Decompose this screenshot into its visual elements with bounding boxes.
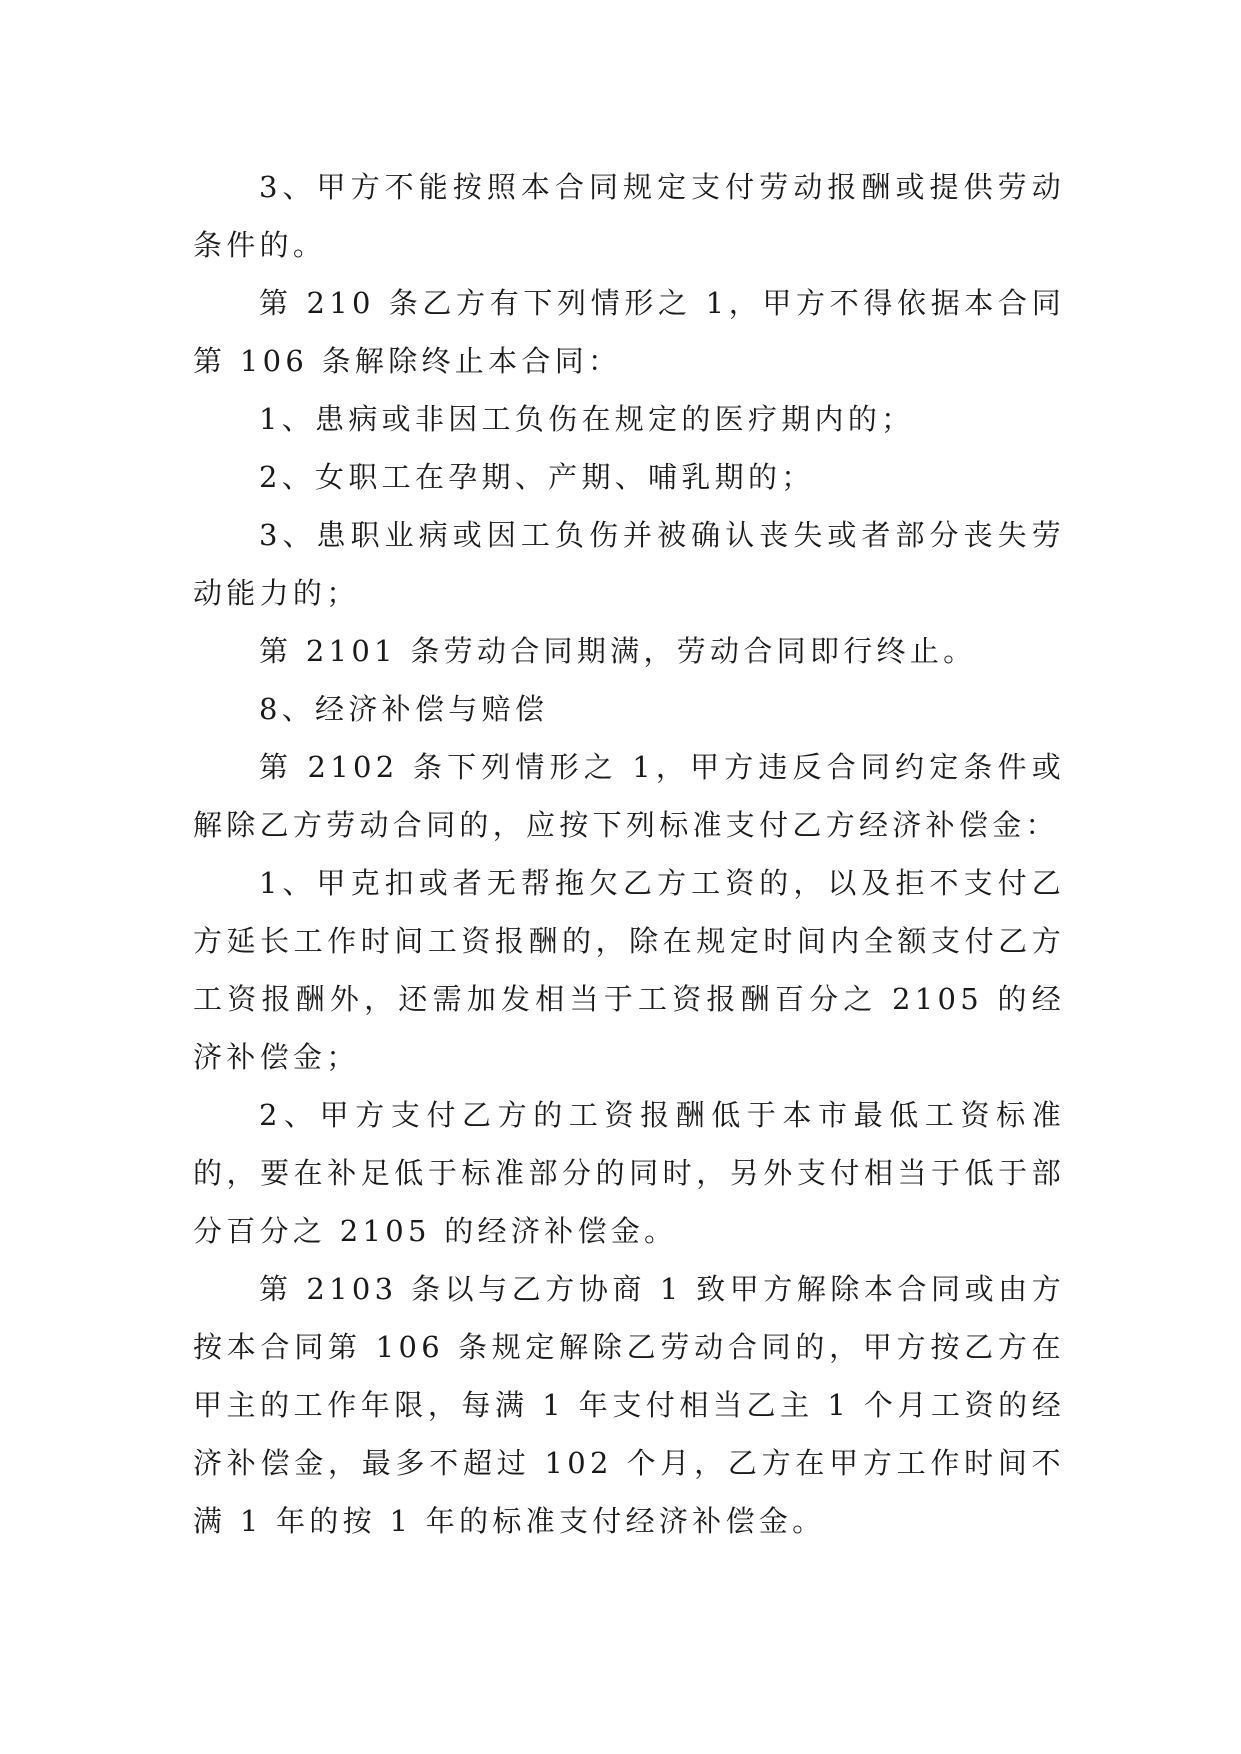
paragraph-article-2102: 第 2102 条下列情形之 1，甲方违反合同约定条件或解除乙方劳动合同的，应按下列标准支付乙方经济补偿金： [193, 750, 1065, 842]
section-heading-compensation: 8、经济补偿与赔偿 [259, 692, 549, 726]
paragraph-item-illness: 1、患病或非因工负伤在规定的医疗期内的； [259, 402, 915, 436]
paragraph-clause-3-payment: 3、甲方不能按照本合同规定支付劳动报酬或提供劳动条件的。 [193, 170, 1065, 262]
paragraph-item-occupational-disease: 3、患职业病或因工负伤并被确认丧失或者部分丧失劳动能力的； [193, 518, 1065, 610]
document-body [193, 158, 1065, 1550]
paragraph-item-wage-arrears: 1、甲克扣或者无帮拖欠乙方工资的，以及拒不支付乙方延长工作时间工资报酬的，除在规定时间内全额支付乙方工资报酬外，还需加发相当于工资报酬百分之 2105 的经济补偿金； [193, 866, 1065, 1074]
paragraph-article-2101: 第 2101 条劳动合同期满，劳动合同即行终止。 [259, 634, 977, 668]
paragraph-item-pregnancy: 2、女职工在孕期、产期、哺乳期的； [259, 460, 815, 494]
paragraph-article-2103: 第 2103 条以与乙方协商 1 致甲方解除本合同或由方按本合同第 106 条规定解除乙劳动合同的，甲方按乙方在甲主的工作年限，每满 1 年支付相当乙主 1 个月工资的经济补偿金，最多不超过 102 个月，乙方在甲方工作时间不满 1 年的按 1 年的标准支付经济补偿金。 [193, 1272, 1065, 1538]
paragraph-article-210: 第 210 条乙方有下列情形之 1，甲方不得依据本合同第 106 条解除终止本合同： [193, 286, 1065, 378]
paragraph-item-minimum-wage: 2、甲方支付乙方的工资报酬低于本市最低工资标准的，要在补足低于标准部分的同时，另外支付相当于低于部分百分之 2105 的经济补偿金。 [193, 1098, 1065, 1248]
